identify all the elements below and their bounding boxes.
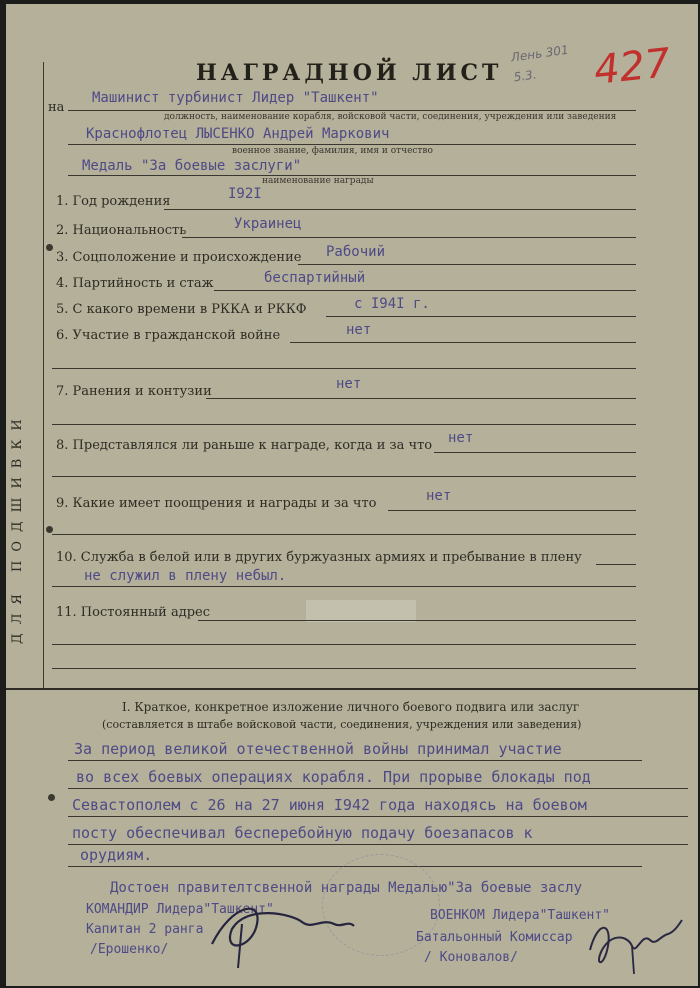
field-previous-awards-value: нет: [448, 430, 474, 446]
underline: [52, 476, 636, 477]
underline: [52, 424, 636, 425]
section-subheading: (составляется в штабе войсковой части, соединения, учреждения или заведения): [102, 718, 582, 731]
commander-name: /Ерошенко/: [90, 942, 169, 957]
field-wounds-value: нет: [336, 376, 362, 392]
field-civil-war-value: нет: [346, 322, 372, 338]
section-heading: I. Краткое, конкретное изложение личного боевого подвига или заслуг: [122, 700, 580, 714]
body-line: во всех боевых операциях корабля. При прорыве блокады под: [76, 768, 591, 786]
underline: [198, 620, 636, 621]
field-nationality-value: Украинец: [234, 216, 302, 232]
name-caption: военное звание, фамилия, имя и отчество: [232, 146, 433, 156]
binding-hole: [48, 794, 55, 801]
commissar-signature: [582, 910, 692, 980]
position-value: Машинист турбинист Лидер "Ташкент": [92, 90, 379, 106]
field-service-since-value: с I94I г.: [354, 296, 430, 312]
position-caption: должность, наименование корабля, войсковой части, соединения, учреждения или заведения: [164, 112, 617, 122]
underline: [290, 342, 636, 343]
section-divider: [6, 688, 698, 690]
award-caption: наименование награды: [262, 176, 374, 186]
award-value: Медаль "За боевые заслуги": [82, 158, 302, 174]
field-party-value: беспартийный: [264, 270, 366, 286]
margin-line: [43, 62, 44, 690]
body-line: орудиям.: [80, 846, 153, 864]
field-white-army-label: 10. Служба в белой или в других буржуазных армиях и пребывание в плену: [56, 550, 582, 565]
underline: [68, 760, 642, 761]
underline: [52, 668, 636, 669]
field-social-value: Рабочий: [326, 244, 386, 260]
red-archive-number: 427: [591, 40, 673, 94]
underline: [68, 844, 688, 845]
body-line: За период великой отечественной войны принимал участие: [74, 740, 562, 758]
field-party-label: 4. Партийность и стаж: [56, 276, 214, 291]
pencil-note: Лень 301 5.3.: [510, 42, 570, 85]
underline: [52, 586, 636, 587]
name-value: Краснофлотец ЛЫСЕНКО Андрей Маркович: [86, 126, 390, 142]
binding-hole: [46, 244, 53, 251]
commissar-rank: Батальонный Комиссар: [416, 930, 573, 945]
underline: [214, 290, 636, 291]
underline: [68, 144, 636, 145]
field-white-army-value: не служил в плену небыл.: [84, 568, 287, 584]
underline: [68, 110, 636, 111]
field-birth-year-value: I92I: [228, 186, 262, 202]
underline: [52, 534, 636, 535]
underline: [388, 510, 636, 511]
field-commendations-value: нет: [426, 488, 452, 504]
field-civil-war-label: 6. Участие в гражданской войне: [56, 328, 281, 343]
underline: [52, 368, 636, 369]
conclusion-line: Достоен правителтсвенной награды Медалью"За боевые заслу: [110, 880, 583, 896]
na-label: на: [48, 100, 65, 115]
field-address-label: 11. Постоянный адрес: [56, 605, 210, 620]
underline: [68, 788, 688, 789]
field-service-since-label: 5. С какого времени в РККА и РККФ: [56, 302, 307, 317]
commissar-name: / Коновалов/: [424, 950, 518, 965]
side-label: ДЛЯ ПОДШИВКИ: [10, 410, 25, 644]
field-birth-year-label: 1. Год рождения: [56, 194, 171, 209]
binding-hole: [46, 526, 53, 533]
underline: [164, 209, 636, 210]
commissar-role: ВОЕНКОМ Лидера"Ташкент": [430, 908, 611, 923]
underline: [298, 264, 636, 265]
field-wounds-label: 7. Ранения и контузии: [56, 384, 212, 399]
field-previous-awards-label: 8. Представлялся ли раньше к награде, когда и за что: [56, 438, 433, 453]
award-sheet: [6, 4, 698, 986]
underline: [596, 564, 636, 565]
commander-rank: Капитан 2 ранга: [86, 922, 204, 937]
field-social-label: 3. Соцположение и происхождение: [56, 250, 302, 265]
underline: [68, 816, 688, 817]
commander-signature: [202, 884, 362, 974]
underline: [206, 398, 636, 399]
body-line: Севастополем с 26 на 27 июня I942 года находясь на боевом: [72, 796, 587, 814]
underline: [52, 644, 636, 645]
underline: [434, 452, 636, 453]
redacted-address: [306, 600, 416, 622]
commander-role: КОМАНДИР Лидера"Ташкент": [86, 902, 274, 917]
field-commendations-label: 9. Какие имеет поощрения и награды и за что: [56, 496, 377, 511]
body-line: посту обеспечивал бесперебойную подачу боезапасов к: [72, 824, 533, 842]
document-title: НАГРАДНОЙ ЛИСТ: [196, 60, 503, 86]
field-nationality-label: 2. Национальность: [56, 223, 187, 238]
underline: [182, 237, 636, 238]
underline: [326, 316, 636, 317]
